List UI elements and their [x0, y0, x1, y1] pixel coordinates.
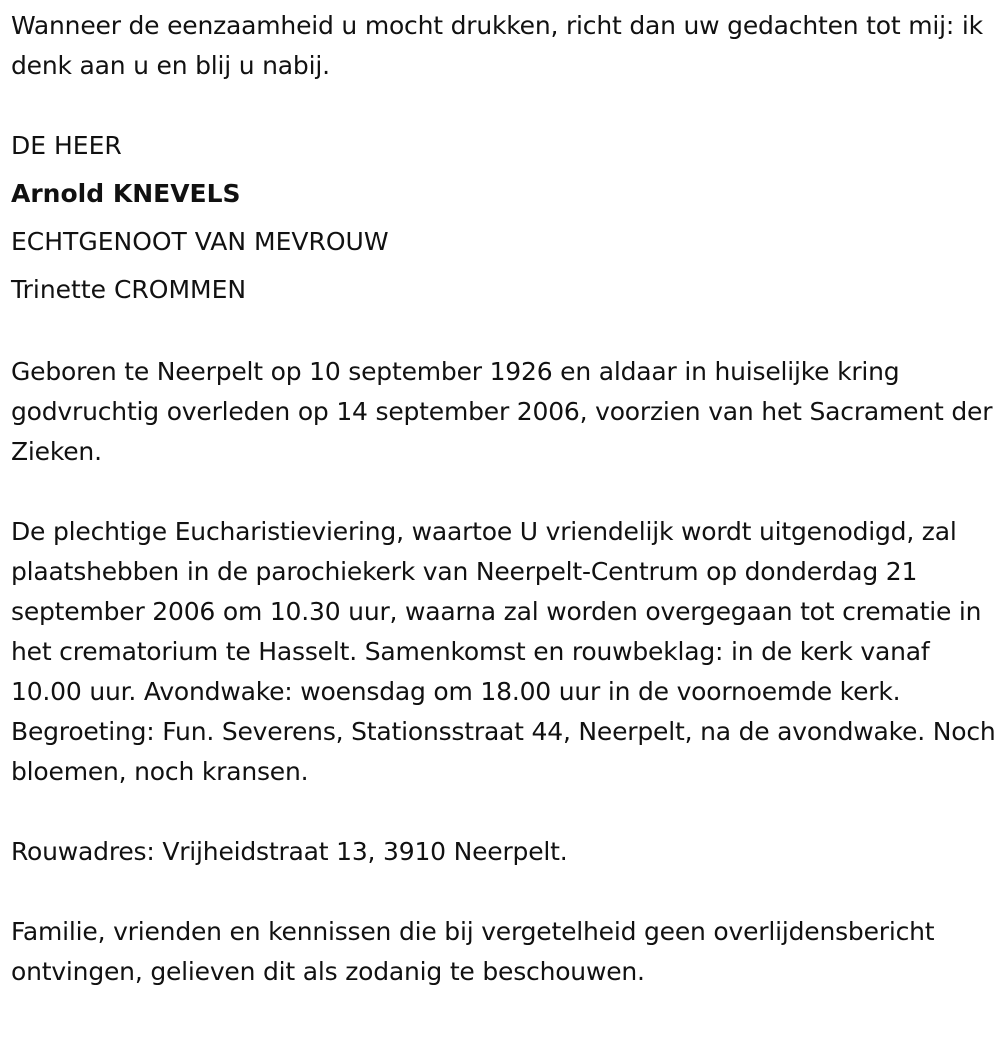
closing-paragraph: Familie, vrienden en kennissen die bij vergetelheid geen overlijdensbericht ontvingen, gelieven dit als zodanig te beschouwen. [11, 917, 935, 986]
title-line: DE HEER [11, 131, 122, 160]
intro-quote: Wanneer de eenzaamheid u mocht drukken, richt dan uw gedachten tot mij: ik denk aan u en blij u nabij. [11, 11, 983, 80]
obituary-document [11, 6, 996, 992]
deceased-block [11, 122, 996, 314]
spouse-name: Trinette CROMMEN [11, 275, 247, 304]
mourning-address: Rouwadres: Vrijheidstraat 13, 3910 Neerpelt. [11, 837, 568, 866]
deceased-name: Arnold KNEVELS [11, 179, 241, 208]
birth-death-paragraph: Geboren te Neerpelt op 10 september 1926 en aldaar in huiselijke kring godvruchtig overleden op 14 september 2006, voorzien van het Sacrament der Zieken. [11, 357, 993, 466]
spouse-label: ECHTGENOOT VAN MEVROUW [11, 227, 389, 256]
ceremony-paragraph: De plechtige Eucharistieviering, waartoe U vriendelijk wordt uitgenodigd, zal plaatshebben in de parochiekerk van Neerpelt-Centrum op donderdag 21 september 2006 om 10.30 uur, waarna zal worden overgegaan tot crematie in het crematorium te Hasselt. Samenkomst en rouwbeklag: in de kerk vanaf 10.00 uur. Avondwake: woensdag om 18.00 uur in de voornoemde kerk. Begroeting: Fun. Severens, Stationsstraat 44, Neerpelt, na de avondwake. Noch bloemen, noch kransen. [11, 517, 996, 786]
